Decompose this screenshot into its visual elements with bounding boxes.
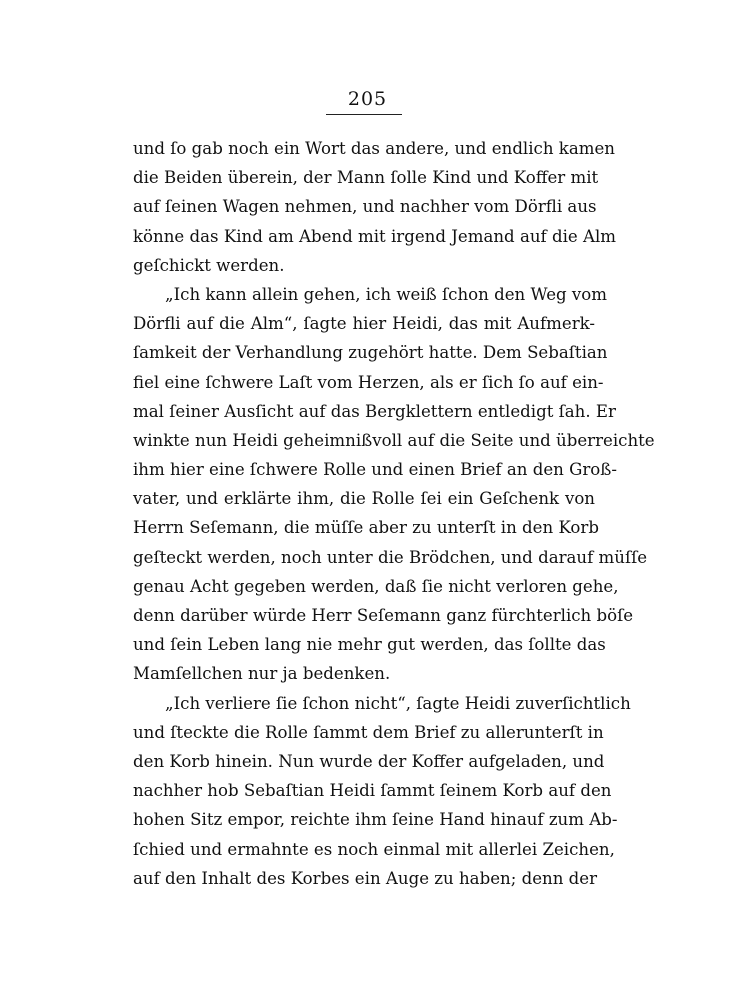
text-line: ihm hier eine ſchwere Rolle und einen Brief an den Groß- [133,460,617,480]
text-line: Mamſellchen nur ja bedenken. [133,664,391,684]
text-line: vater, und erklärte ihm, die Rolle ſei ein Geſchenk von [133,489,595,509]
text-line: mal ſeiner Ausſicht auf das Bergklettern entledigt ſah. Er [133,401,616,421]
text-line: und ſteckte die Rolle ſammt dem Brief zu allerunterſt in [133,722,604,742]
text-line: und ſein Leben lang nie mehr gut werden, das ſollte das [133,635,606,655]
text-line: Herrn Seſemann, die müſſe aber zu unterſt in den Korb [133,518,599,538]
text-line: „Ich verliere ſie ſchon nicht“, ſagte Heidi zuverſichtlich [165,693,631,713]
page-number: 205 [347,88,388,110]
text-line: denn darüber würde Herr Seſemann ganz fürchterlich böſe [133,606,634,625]
text-line: winkte nun Heidi geheimnißvoll auf die Seite und überreichte [133,430,655,450]
text-line: „Ich kann allein gehen, ich weiß ſchon den Weg vom [165,284,608,304]
text-line: Dörfli auf die Alm“, ſagte hier Heidi, das mit Aufmerk- [133,314,595,334]
text-line: geſchickt werden. [133,255,285,275]
text-line: genau Acht gegeben werden, daß ſie nicht verloren gehe, [133,576,619,596]
text-line: ſchied und ermahnte es noch einmal mit allerlei Zeichen, [133,839,615,859]
text-line: den Korb hinein. Nun wurde der Koffer aufgeladen, und [133,751,605,771]
page-number-rule [326,114,402,115]
text-line: die Beiden überein, der Mann ſolle Kind und Koffer mit [133,168,599,188]
text-line: nachher hob Sebaſtian Heidi ſammt ſeinem Korb auf den [133,781,612,801]
text-line: könne das Kind am Abend mit irgend Jemand auf die Alm [133,226,617,246]
body-text [133,134,655,893]
text-line: auf den Inhalt des Korbes ein Auge zu haben; denn der [133,868,598,888]
text-line: ſamkeit der Verhandlung zugehört hatte. Dem Sebaſtian [133,343,608,363]
text-line: auf ſeinen Wagen nehmen, und nachher vom Dörfli aus [133,197,597,217]
text-line: fiel eine ſchwere Laſt vom Herzen, als er ſich ſo auf ein- [133,372,604,392]
text-line: hohen Sitz empor, reichte ihm ſeine Hand hinauf zum Ab- [133,810,618,830]
text-line: geſteckt werden, noch unter die Brödchen, und darauf müſſe [133,547,648,567]
text-line: und ſo gab noch ein Wort das andere, und endlich kamen [133,139,615,158]
